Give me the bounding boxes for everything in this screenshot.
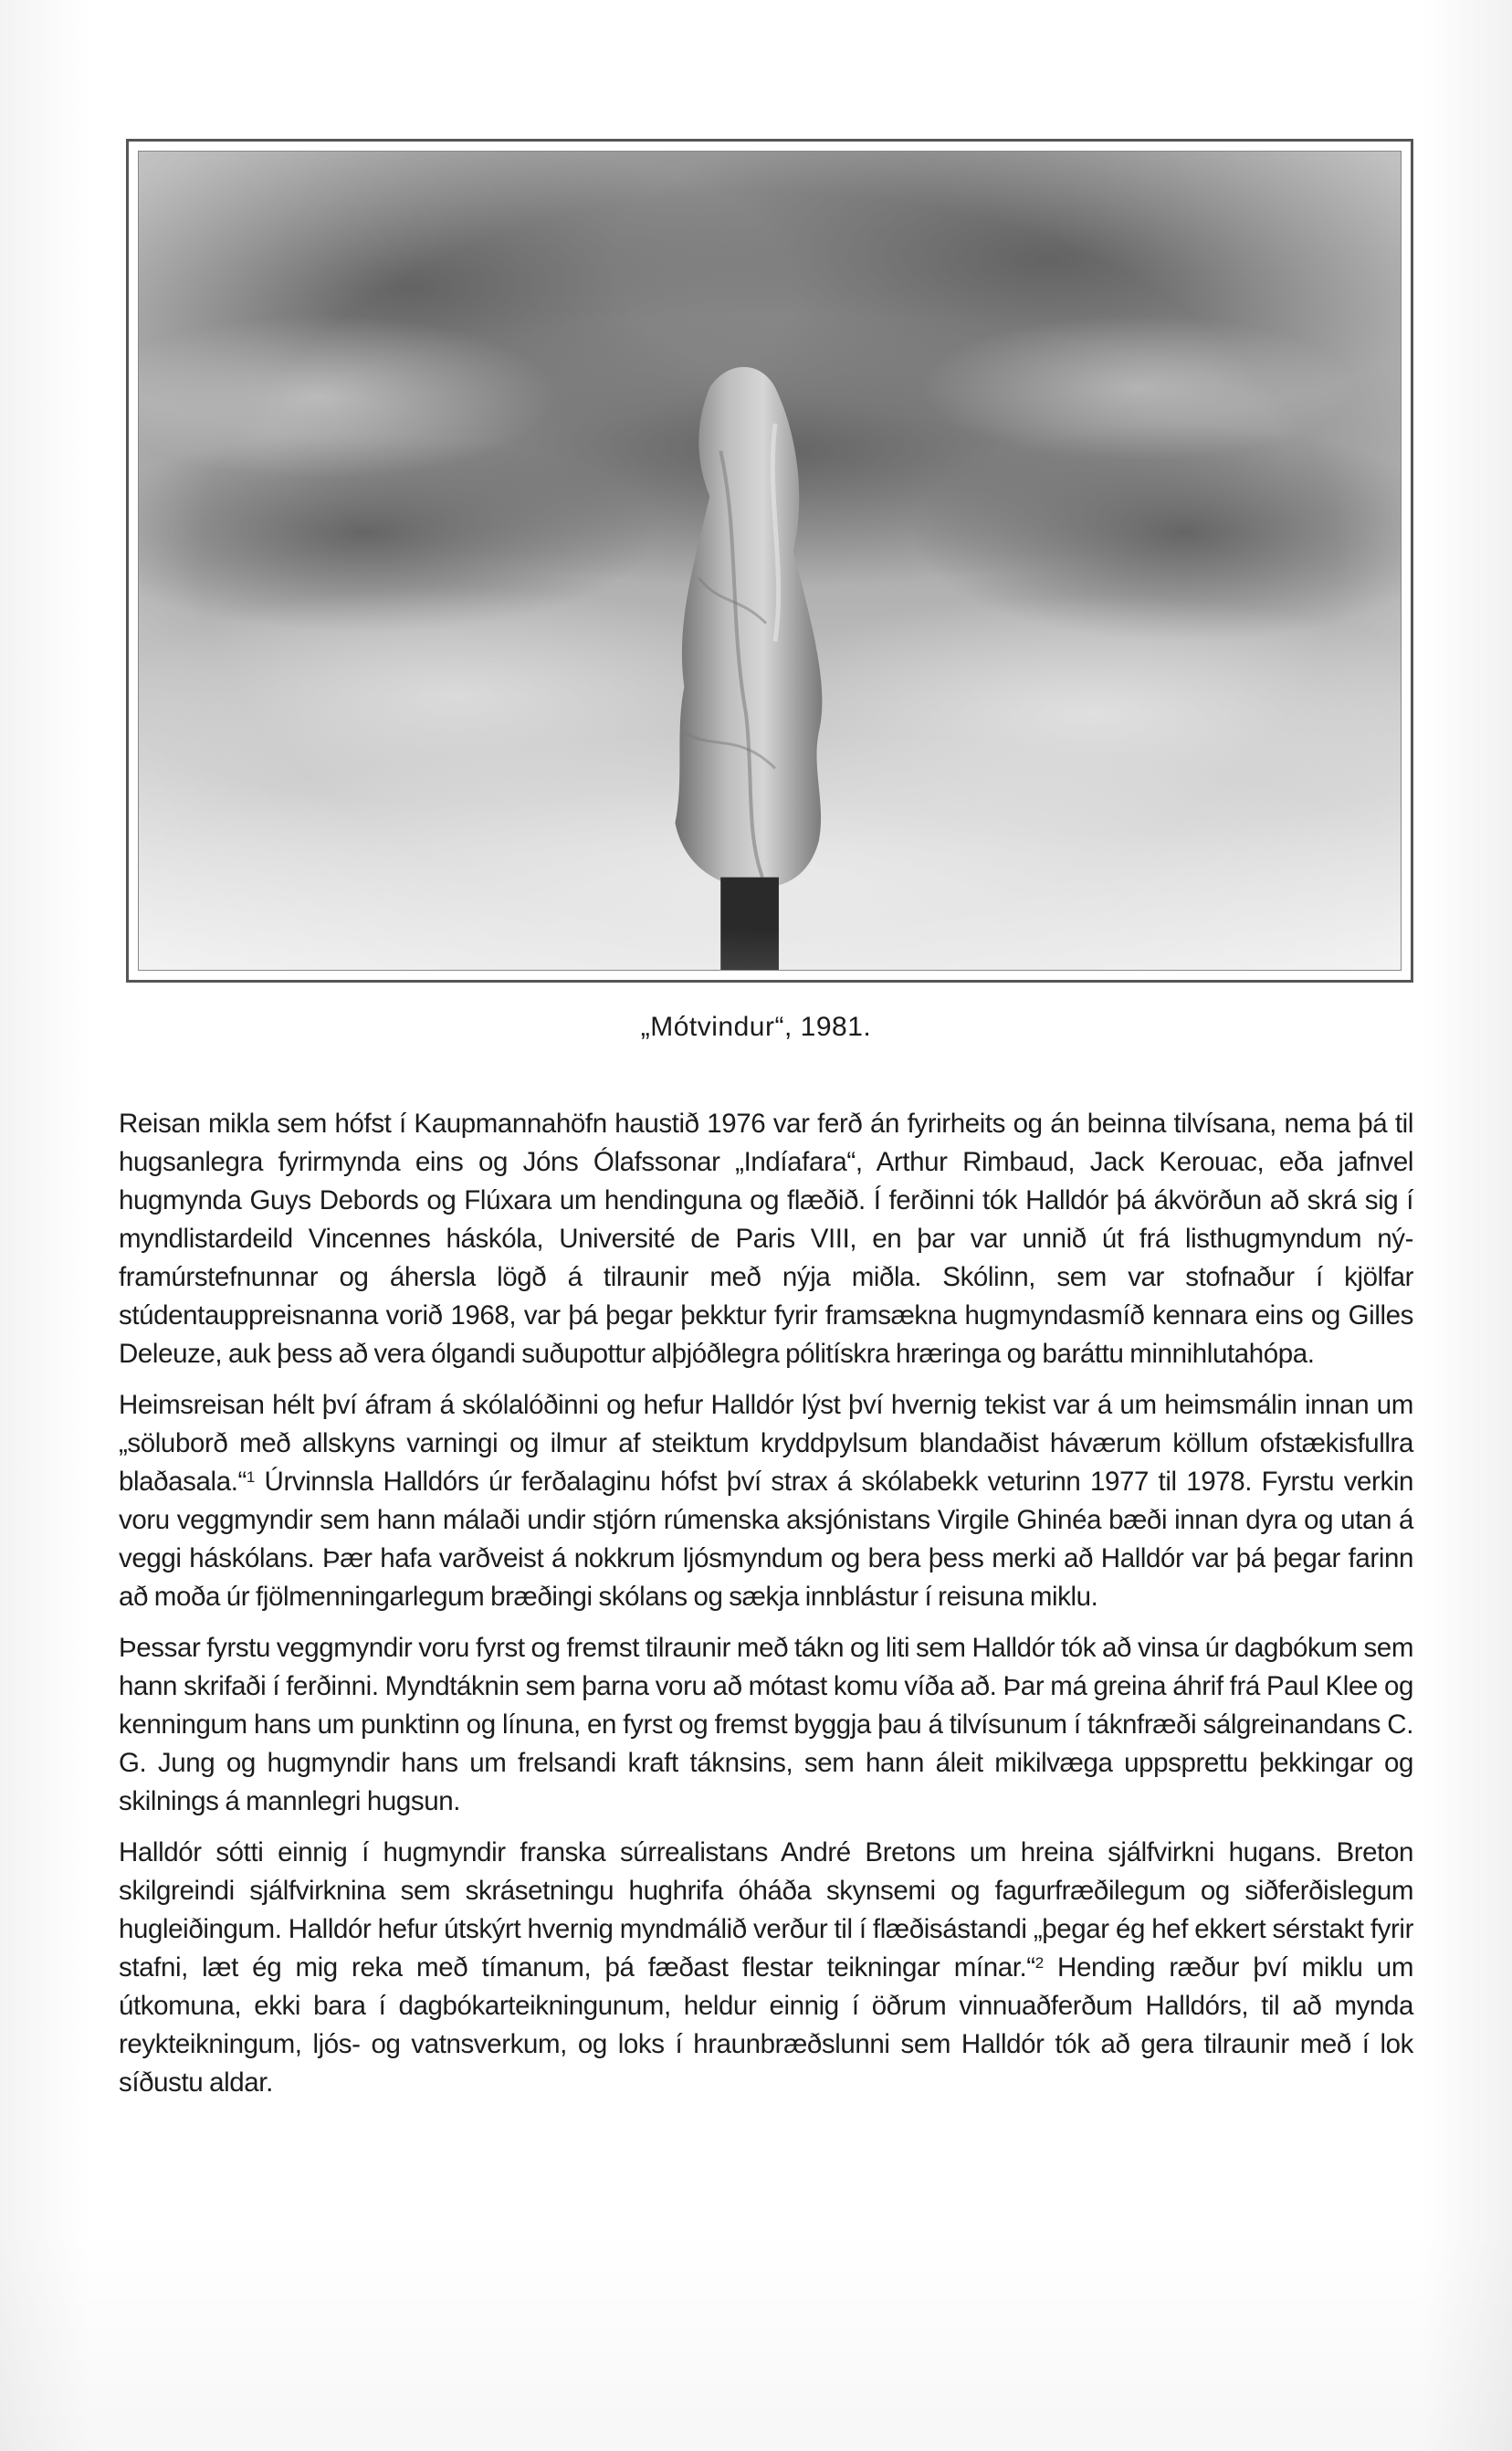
cloudy-sky-figure-image: [139, 152, 1401, 970]
body-text: [119, 1105, 1413, 2115]
paragraph-3: [119, 1629, 1413, 1821]
paragraph-text: Halldór sótti einnig í hugmyndir franska súrrealistans André Bretons um hreina sjálfvirkni hugans. Breton skilgreindi sjálfvirknina sem skrásetningu hughrifa óháða skynsemi og fagurfræðilegum og siðferðislegum hugleiðingum. Halldór hefur útskýrt hvernig myndmálið verður til í flæðisástandi „þegar ég hef ekkert sérstakt fyrir stafni, læt ég mig reka með tímanum, þá fæðast flestar teikningar mínar.“: [119, 1837, 1413, 1983]
footnote-ref-1: 1: [246, 1468, 255, 1486]
paragraph-text: Þessar fyrstu veggmyndir voru fyrst og fremst tilraunir með tákn og liti sem Halldór tók að vinsa úr dagbókum sem hann skrifaði í ferðinni. Myndtáknin sem þarna voru að mótast komu víða að. Þar má greina áhrif frá Paul Klee og kenningum hans um punktinn og línuna, en fyrst og fremst byggja þau á tilvísunum í táknfræði sálgreinandans C. G. Jung og hugmyndir hans um frelsandi kraft táknsins, sem hann áleit mikilvæga uppsprettu þekkingar og skilnings á mannlegri hugsun.: [119, 1633, 1413, 1816]
paragraph-text: Heimsreisan hélt því áfram á skólalóðinni og hefur Halldór lýst því hvernig tekist var á um heimsmálin innan um „söluborð með allskyns varningi og ilmur af steiktum kryddpylsum blandaðist háværum köllum ofstækisfullra blaðasala.“: [119, 1390, 1413, 1497]
paragraph-text: Hending ræður því miklu um útkomuna, ekki bara í dagbókarteikningunum, heldur einnig í öðrum vinnuaðferðum Halldórs, til að mynda reykteikningum, ljós- og vatnsverkum, og loks í hraunbræðslunni sem Halldór tók að gera tilraunir með í lok síðustu aldar.: [119, 1952, 1413, 2098]
page-edge-shadow: [0, 2228, 1512, 2451]
paragraph-4: [119, 1834, 1413, 2102]
paragraph-text: Úrvinnsla Halldórs úr ferðalaginu hófst því strax á skólabekk veturinn 1977 til 1978. Fyrstu verkin voru veggmyndir sem hann málaði undir stjórn rúmenska aksjónistans Virgile Ghinéa bæði innan dyra og utan á veggi háskólans. Þær hafa varðveist á nokkrum ljósmyndum og bera þess merki að Halldór var þá þegar farinn að moða úr fjölmenningarlegum bræðingi skólans og sækja innblástur í reisuna miklu.: [119, 1467, 1413, 1612]
photograph: [138, 151, 1402, 971]
paragraph-1: [119, 1105, 1413, 1373]
paragraph-2: [119, 1386, 1413, 1616]
paragraph-text: Reisan mikla sem hófst í Kaupmannahöfn haustið 1976 var ferð án fyrirheits og án beinna tilvísana, nema þá til hugsanlegra fyrirmynda eins og Jóns Ólafssonar „Indíafara“, Arthur Rimbaud, Jack Kerouac, eða jafnvel hugmynda Guys Debords og Flúxara um hendinguna og flæðið. Í ferðinni tók Halldór þá ákvörðun að skrá sig í myndlistardeild Vincennes háskóla, Université de Paris VIII, en þar var unnið út frá listhugmyndum ný-framúrstefnunnar og áhersla lögð á tilraunir með nýja miðla. Skólinn, sem var stofnaður í kjölfar stúdentauppreisnanna vorið 1968, var þá þegar þekktur fyrir framsækna hugmyndasmíð kennara eins og Gilles Deleuze, auk þess að vera ólgandi suðupottur alþjóðlegra pólitískra hræringa og baráttu minnihlutahópa.: [119, 1109, 1413, 1369]
photo-frame: [126, 139, 1413, 983]
footnote-ref-2: 2: [1034, 1954, 1044, 1972]
figure-caption: „Mótvindur“, 1981.: [640, 1012, 872, 1042]
